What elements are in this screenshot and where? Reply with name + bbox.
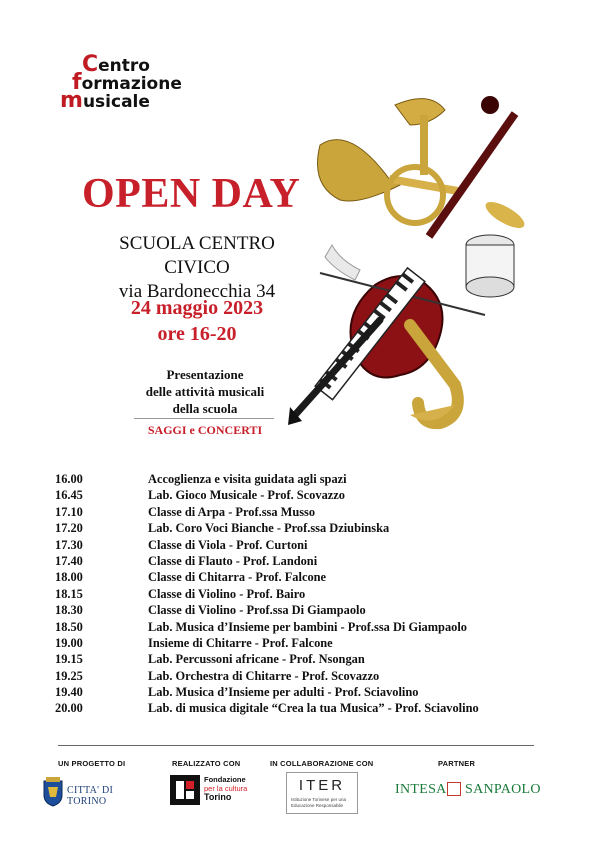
iter-label: ITER	[298, 777, 346, 794]
schedule-time: 19.40	[55, 685, 83, 700]
schedule-activity: Lab. Percussoni africane - Prof. Nsongan	[148, 652, 365, 667]
schedule-time: 17.10	[55, 504, 83, 519]
schedule-time: 17.30	[55, 537, 83, 552]
schedule-activity: Insieme di Chitarre - Prof. Falcone	[148, 635, 333, 650]
schedule-activity: Lab. Musica d’Insieme per bambini - Prof.ssa Di Giampaolo	[148, 619, 467, 634]
schedule-row	[55, 504, 555, 520]
schedule-row	[55, 471, 555, 487]
presentation-line-3: della scuola	[172, 401, 238, 416]
schedule-row	[55, 619, 555, 635]
schedule-activity: Classe di Chitarra - Prof. Falcone	[148, 570, 327, 585]
presentation-text	[120, 366, 290, 417]
presentation-line-1: Presentazione	[166, 367, 244, 382]
schedule-activity: Lab. Gioco Musicale - Prof. Scovazzo	[148, 488, 345, 503]
logo-line-2: formazione	[72, 70, 182, 95]
schedule-row	[55, 553, 555, 569]
logo-line-3: musicale	[60, 88, 150, 113]
iter-subtitle: Istituzione Torinese per una Educazione Responsabile	[291, 797, 346, 808]
schedule-row	[55, 569, 555, 585]
schedule-activity: Accoglienza e visita guidata agli spazi	[148, 472, 347, 486]
schedule-time: 16.00	[55, 472, 83, 486]
schedule-row	[55, 635, 555, 651]
fondazione-line-2: per la cultura	[204, 783, 248, 793]
fondazione-logo	[170, 773, 250, 809]
drum-icon	[466, 235, 514, 297]
footer-label-project: UN PROGETTO DI	[58, 759, 126, 768]
presentation-subtitle: SAGGI e CONCERTI	[147, 423, 263, 437]
fondazione-mark-icon	[170, 775, 200, 805]
school-name: SCUOLA CENTRO CIVICO	[119, 233, 275, 278]
schedule-activity: Classe di Violino - Prof. Bairo	[148, 586, 306, 601]
fondazione-line-1: Fondazione	[204, 775, 246, 784]
schedule-list	[55, 471, 555, 717]
footer-divider	[58, 745, 534, 746]
schedule-activity: Classe di Viola - Prof. Curtoni	[148, 537, 308, 552]
schedule-time: 16.45	[55, 488, 83, 503]
schedule-activity: Classe di Violino - Prof.ssa Di Giampaolo	[148, 603, 366, 618]
intesa-label: INTESA	[395, 782, 447, 797]
presentation-divider	[134, 418, 274, 419]
horn-icon	[387, 99, 445, 223]
event-datetime	[92, 295, 302, 347]
page-title: OPEN DAY	[82, 171, 301, 217]
torino-label: CITTA' DI TORINO	[67, 785, 114, 807]
schedule-row	[55, 520, 555, 536]
schedule-time: 19.00	[55, 635, 83, 650]
schedule-time: 18.00	[55, 570, 83, 585]
schedule-time: 19.25	[55, 668, 83, 683]
schedule-time: 18.50	[55, 619, 83, 634]
event-time: ore 16-20	[157, 323, 237, 345]
schedule-time: 18.15	[55, 586, 83, 601]
schedule-activity: Classe di Arpa - Prof.ssa Musso	[148, 504, 316, 519]
schedule-row	[55, 602, 555, 618]
schedule-row	[55, 684, 555, 700]
citta-torino-logo	[42, 775, 152, 811]
schedule-activity: Lab. Musica d’Insieme per adulti - Prof. Sciavolino	[148, 685, 419, 700]
intesa-sanpaolo-logo	[395, 780, 541, 802]
clarinet-icon	[288, 320, 380, 425]
schedule-activity: Lab. Coro Voci Bianche - Prof.ssa Dziubinska	[148, 521, 390, 536]
presentation-line-2: delle attività musicali	[145, 384, 265, 399]
schedule-row	[55, 537, 555, 553]
schedule-time: 18.30	[55, 603, 83, 618]
logo-line-1: Centro	[82, 52, 150, 77]
school-street: via Bardonecchia 34	[118, 281, 276, 302]
footer-label-collab: IN COLLABORAZIONE CON	[270, 759, 374, 768]
instruments-illustration	[280, 85, 540, 430]
iter-logo	[286, 772, 358, 814]
schedule-row	[55, 586, 555, 602]
sanpaolo-label: SANPAOLO	[465, 782, 541, 797]
schedule-activity: Classe di Flauto - Prof. Landoni	[148, 553, 318, 568]
schedule-time: 20.00	[55, 701, 83, 716]
event-date: 24 maggio 2023	[130, 297, 264, 319]
cymbal-icon	[482, 197, 528, 233]
schedule-row	[55, 668, 555, 684]
schedule-activity: Lab. di musica digitale “Crea la tua Musica” - Prof. Sciavolino	[148, 701, 479, 716]
schedule-time: 19.15	[55, 652, 83, 667]
torino-crest-icon	[42, 777, 64, 807]
schedule-time: 17.20	[55, 521, 83, 536]
schedule-time: 17.40	[55, 553, 83, 568]
school-address	[92, 232, 302, 304]
school-logo	[58, 52, 182, 114]
fondazione-line-3: Torino	[204, 792, 232, 802]
schedule-row	[55, 651, 555, 667]
schedule-row	[55, 487, 555, 503]
schedule-activity: Lab. Orchestra di Chitarre - Prof. Scovazzo	[148, 668, 380, 683]
intesa-mark-icon	[447, 782, 461, 796]
fondazione-text	[204, 776, 247, 802]
schedule-row	[55, 700, 555, 716]
footer-label-made: REALIZZATO CON	[172, 759, 241, 768]
footer-label-partner: PARTNER	[438, 759, 476, 768]
